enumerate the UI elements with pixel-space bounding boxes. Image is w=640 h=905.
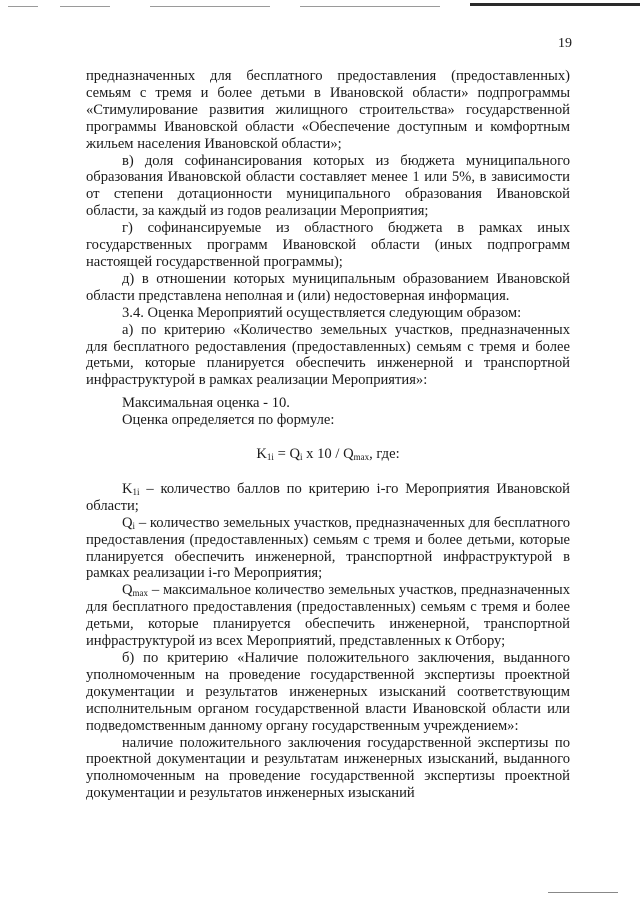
definition [86, 481, 570, 515]
formula-subscript: i [300, 452, 303, 463]
definition-symbol: K [122, 480, 133, 497]
paragraph: в) доля софинансирования которых из бюджета муниципального образования Ивановской области составляет менее 1 или 5%, в зависимости от степени дотационности муниципального образования Ивановской области, за каждый из годов реализации Мероприятия; [86, 152, 570, 220]
paragraph: Оценка определяется по формуле: [122, 412, 335, 429]
formula [86, 446, 570, 463]
paragraph: д) в отношении которых муниципальным образованием Ивановской области представлена неполная и (или) недостоверная информация. [86, 270, 570, 304]
formula-text: = Q [273, 446, 301, 463]
paragraph: б) по критерию «Наличие положительного заключения, выданного уполномоченным на проведение государственной экспертизы проектной документации и результатов инженерных изысканий соответствующим исполнительным органом государственной власти Ивановской области или подведомственным данному органу государственным учреждением»: [86, 650, 570, 734]
definition [86, 515, 570, 583]
definition-text: – количество земельных участков, предназначенных для бесплатного предоставления (предоставленных) семьям с тремя и более детьми, которые планируется обеспечить инженерной, транспортной инфраструктурой в рамках реализации i-го Мероприятия; [86, 514, 570, 582]
scan-noise [60, 6, 110, 7]
definition-subscript: max [132, 588, 149, 599]
definition [86, 582, 570, 650]
paragraph: г) софинансируемые из областного бюджета в рамках иных государственных программ Ивановской области (иных подпрограмм настоящей государственной программы); [86, 220, 570, 270]
formula-subscript: 1i [266, 452, 274, 463]
paragraph: наличие положительного заключения государственной экспертизы по проектной документации и результатам инженерных изысканий, выданного уполномоченным на проведение государственной экспертизы проектной документации и результатов инженерных изысканий [86, 734, 570, 802]
definition-subscript: 1i [132, 486, 140, 497]
definition-symbol: Q [122, 582, 133, 599]
formula-text: , где: [369, 446, 400, 463]
scan-artifact-bottom [548, 892, 618, 897]
paragraph: предназначенных для бесплатного предоставления (предоставленных) семьям с тремя и более детьми в Ивановской области» подпрограммы «Стимулирование развития жилищного строительства» государственной программы Ивановской области «Обеспечение доступным и комфортным жильем населения Ивановской области»; [86, 68, 570, 152]
paragraph: 3.4. Оценка Мероприятий осуществляется следующим образом: [122, 304, 522, 321]
paragraph: а) по критерию «Количество земельных участков, предназначенных для бесплатного редоставления (предоставленных) семьям с тремя и более детьми, которые планируется обеспечить инженерной и транспортной инфраструктурой в рамках реализации Мероприятия»: [86, 321, 570, 389]
formula-text: x 10 / Q [302, 446, 354, 463]
definition-text: – максимальное количество земельных участков, предназначенных для бесплатного предоставления (предоставленных) семьям с тремя и более детьми, которые планируется обеспечить инженерной, транспортной инфраструктурой из всех Мероприятий, представленных к Отбору; [86, 582, 570, 650]
formula-symbol: K [256, 446, 267, 463]
scan-artifact-top [0, 0, 640, 14]
paragraph: Максимальная оценка - 10. [122, 395, 290, 412]
scan-noise [150, 6, 270, 7]
formula-subscript: max [353, 452, 370, 463]
scan-noise [8, 6, 38, 7]
definition-text: – количество баллов по критерию i-го Мероприятия Ивановской области; [86, 480, 570, 514]
definition-subscript: i [132, 520, 136, 531]
document-body [86, 68, 570, 802]
definition-symbol: Q [122, 514, 133, 531]
scan-bar [470, 3, 640, 6]
scan-noise [300, 6, 440, 7]
page-number: 19 [558, 36, 572, 51]
